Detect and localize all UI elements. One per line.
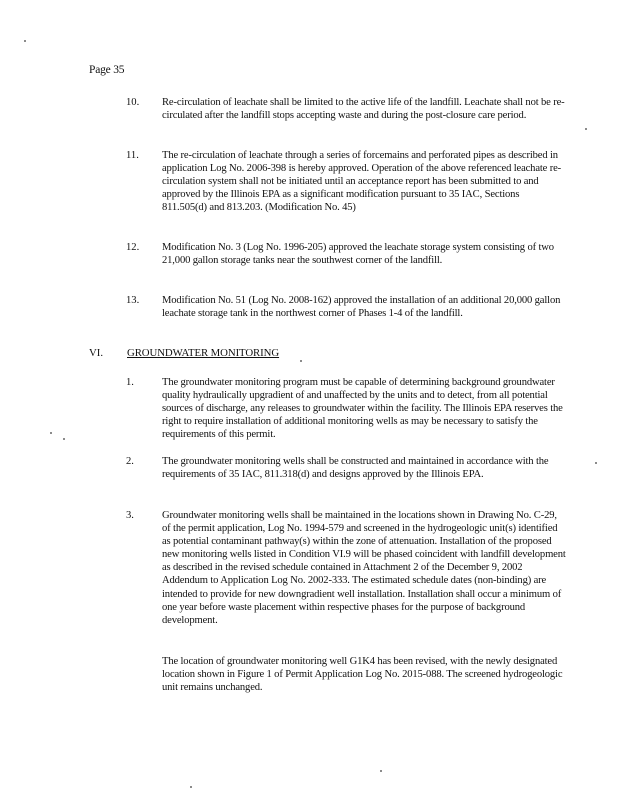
item-text: Modification No. 51 (Log No. 2008-162) approved the installation of an additional 20,000 gallon leachate storage tank in the northwest corner of Phases 1-4 of the landfill. [162,295,561,320]
scan-speck [380,770,382,772]
scan-speck [595,462,597,464]
scan-speck [50,432,52,434]
item-continuation-text: The location of groundwater monitoring well G1K4 has been revised, with the newly designated location shown in Figure 1 of Permit Application Log No. 2015-088. The screened hydrogeologic unit remains unchanged. [162,656,563,694]
scan-speck [300,360,302,362]
item-number: 10. [126,97,140,108]
scan-speck [190,786,192,788]
item-text: Groundwater monitoring wells shall be maintained in the locations shown in Drawing No. C-29, of the permit application, Log No. 1994-579 and screened in the hydrogeologic unit(s) identified as potential contaminant pathway(s) within the zone of attenuation. Installation of the proposed new monitoring wells listed in Condition VI.9 will be phased coincident with landfill development as described in the revised schedule contained in Attachment 2 of the December 9, 2002 Addendum to Application Log No. 2002-333. The estimated schedule dates (non-binding) are intended to provide for new downgradient well installation. Installation shall occur a minimum of one year before waste placement within respective phases for the purpose of background development. [162,510,566,626]
item-text: Modification No. 3 (Log No. 1996-205) approved the leachate storage system consisting of two 21,000 gallon storage tanks near the southwest corner of the landfill. [162,242,554,267]
groundwater-item-2 [89,455,569,481]
condition-item-13 [89,294,569,320]
scan-speck [585,128,587,130]
groundwater-item-1 [89,376,569,441]
item-number: 11. [126,150,139,161]
item-number: 2. [126,456,134,467]
condition-item-12 [89,241,569,267]
item-number: 1. [126,377,134,388]
item-text: The groundwater monitoring wells shall be constructed and maintained in accordance with the requirements of 35 IAC, 811.318(d) and designs approved by the Illinois EPA. [162,456,549,481]
groundwater-item-3 [89,509,569,627]
item-text: The re-circulation of leachate through a series of forcemains and perforated pipes as described in application Log No. 2006-398 is hereby approved. Operation of the above referenced leachate re-circulation system shall not be initiated until an acceptance report has been submitted to and approved by the Illinois EPA as a significant modification pursuant to 35 IAC, Sections 811.505(d) and 813.203. (Modification No. 45) [162,150,562,214]
page-number-label: Page 35 [89,64,125,76]
item-number: 12. [126,242,140,253]
item-number: 13. [126,295,140,306]
condition-item-11 [89,149,569,214]
item-number: 3. [126,510,134,521]
section-title: GROUNDWATER MONITORING [127,347,280,359]
item-text: Re-circulation of leachate shall be limited to the active life of the landfill. Leachate shall not be re-circulated after the landfill stops accepting waste and during the post-closure care period. [162,97,565,122]
scan-speck [63,438,65,440]
groundwater-item-3-continuation [89,655,569,694]
scan-speck [24,40,26,42]
section-roman-numeral: VI. [89,347,104,359]
condition-item-10 [89,96,569,122]
item-text: The groundwater monitoring program must be capable of determining background groundwater quality hydraulically upgradient of and unaffected by the units and to detect, from all potential sources of discharge, any releases to groundwater within the facility. The Illinois EPA reserves the right to require installation of additional monitoring wells as may be necessary to satisfy the requirements of this permit. [162,377,563,441]
